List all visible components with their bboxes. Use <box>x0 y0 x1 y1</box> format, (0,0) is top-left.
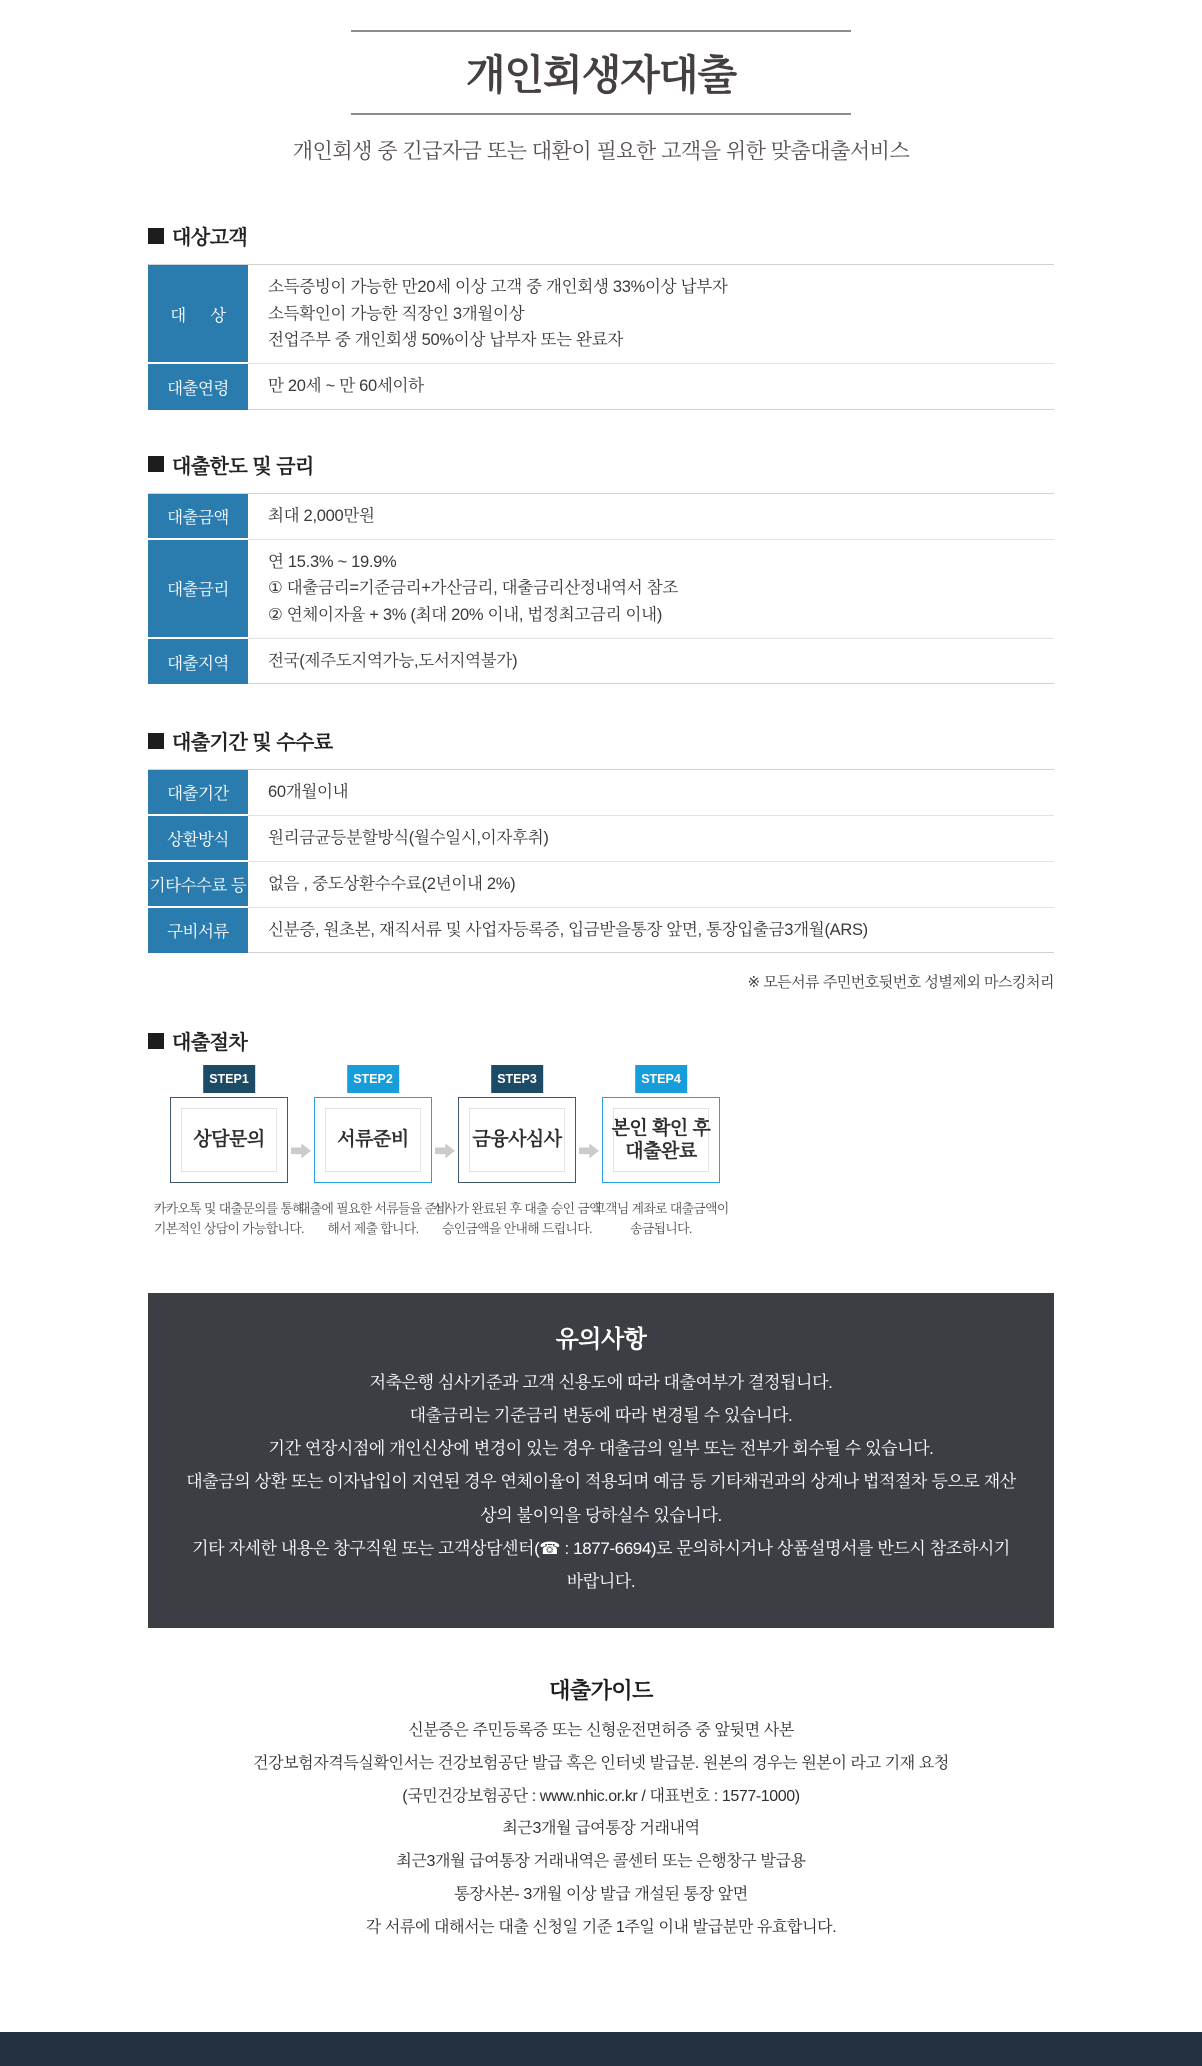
row-value <box>248 816 1054 862</box>
row-value <box>248 862 1054 908</box>
arrow-right-icon <box>579 1143 599 1158</box>
step-box <box>170 1097 288 1183</box>
step-box <box>314 1097 432 1183</box>
section-bullet-icon <box>148 228 164 244</box>
row-value-line: 만 20세 ~ 만 60세이하 <box>268 377 424 396</box>
page-header <box>0 0 1202 165</box>
step-title-line: 상담문의 <box>193 1129 265 1151</box>
step-card <box>433 1072 601 1239</box>
step-card <box>593 1072 729 1239</box>
row-label: 대 상 <box>148 265 248 364</box>
step-box <box>602 1097 720 1183</box>
loan-guide <box>148 1674 1054 1945</box>
row-value-line: 원리금균등분할방식(월수일시,이자후취) <box>268 829 549 848</box>
row-label: 대출연령 <box>148 364 248 410</box>
notice-box <box>148 1293 1054 1628</box>
main-content <box>148 221 1054 1945</box>
guide-lines <box>148 1715 1054 1945</box>
guide-line: 건강보험자격득실확인서는 건강보험공단 발급 혹은 인터넷 발급분. 원본의 경우는 원본이 라고 기재 요청 <box>253 1754 949 1772</box>
row-label: 대출금액 <box>148 494 248 540</box>
step-caption-line: 고객님 계좌로 대출금액이 <box>593 1201 729 1217</box>
row-label: 대출기간 <box>148 770 248 816</box>
step-caption-line: 심사가 완료된 후 대출 승인 금액 <box>433 1201 601 1217</box>
step-title <box>193 1128 264 1152</box>
notice-line: 대출금의 상환 또는 이자납입이 지연된 경우 연체이율이 적용되며 예금 등 기타채권과의 상계나 법적절차 등으로 재산상의 불이익을 당하실수 있습니다. <box>186 1472 1016 1525</box>
guide-line: 통장사본- 3개월 이상 발급 개설된 통장 앞면 <box>454 1885 748 1903</box>
step-caption-line: 카카오톡 및 대출문의를 통해 <box>153 1201 304 1217</box>
step-badge: STEP2 <box>347 1065 399 1093</box>
step-caption-line: 승인금액을 안내해 드립니다. <box>441 1221 592 1237</box>
section-heading-label: 대상고객 <box>172 227 248 249</box>
table-row <box>148 908 1054 954</box>
row-value <box>248 770 1054 816</box>
step-badge: STEP3 <box>491 1065 543 1093</box>
notice-title: 유의사항 <box>555 1326 647 1353</box>
section-heading-label: 대출한도 및 금리 <box>172 455 314 478</box>
row-value-line: ② 연체이자율 + 3% (최대 20% 이내, 법정최고금리 이내) <box>268 606 663 625</box>
step-title-line: 본인 확인 후 <box>611 1117 711 1139</box>
step-caption-line: 해서 제출 합니다. <box>327 1221 419 1237</box>
section-heading-procedure <box>148 1026 1054 1055</box>
row-label: 상환방식 <box>148 816 248 862</box>
arrow-right-icon <box>435 1143 455 1158</box>
step-title <box>612 1117 711 1165</box>
title-divider-box <box>351 30 851 115</box>
table-row <box>148 540 1054 639</box>
table-row <box>148 816 1054 862</box>
notice-line: 저축은행 심사기준과 고객 신용도에 따라 대출여부가 결정됩니다. <box>369 1373 833 1392</box>
row-value-line: ① 대출금리=기준금리+가산금리, 대출금리산정내역서 참조 <box>268 579 678 598</box>
step-caption-line: 송금됩니다. <box>630 1221 692 1237</box>
step-title <box>337 1128 408 1152</box>
guide-line: 신분증은 주민등록증 또는 신형운전면허증 중 앞뒷면 사본 <box>408 1721 794 1739</box>
period-fee-table <box>148 769 1054 953</box>
row-value <box>248 540 1054 639</box>
table-row <box>148 639 1054 685</box>
guide-line: 최근3개월 급여통장 거래내역은 콜센터 또는 은행창구 발급용 <box>396 1853 806 1871</box>
row-value-line: 소득확인이 가능한 직장인 3개월이상 <box>268 304 525 323</box>
section-heading-label: 대출절차 <box>172 1032 248 1055</box>
row-value-line: 60개월이내 <box>268 783 349 802</box>
guide-line: 각 서류에 대해서는 대출 신청일 기준 1주일 이내 발급분만 유효합니다. <box>365 1918 837 1936</box>
row-label: 기타수수료 등 <box>148 862 248 908</box>
step-caption-line: 기본적인 상담이 가능합니다. <box>153 1221 304 1237</box>
step-title <box>472 1128 561 1152</box>
row-value <box>248 265 1054 364</box>
section-bullet-icon <box>148 456 164 472</box>
arrow-right-icon <box>291 1143 311 1158</box>
row-value <box>248 908 1054 954</box>
table-row <box>148 265 1054 364</box>
table-row <box>148 494 1054 540</box>
step-caption-line: 대출에 필요한 서류들을 준비 <box>297 1201 448 1217</box>
guide-line: (국민건강보험공단 : www.nhic.or.kr / 대표번호 : 1577-1000) <box>402 1787 800 1805</box>
row-value-line: 연 15.3% ~ 19.9% <box>268 552 397 571</box>
row-value-line: 없음 , 중도상환수수료(2년이내 2%) <box>268 874 516 893</box>
section-heading-customers <box>148 221 1054 250</box>
footer-bar <box>0 2032 1202 2066</box>
step-badge: STEP1 <box>203 1065 255 1093</box>
section-bullet-icon <box>148 733 164 749</box>
section-heading-limit-rate <box>148 450 1054 479</box>
row-label: 대출금리 <box>148 540 248 639</box>
notice-line: 기간 연장시점에 개인신상에 변경이 있는 경우 대출금의 일부 또는 전부가 회수될 수 있습니다. <box>268 1439 934 1459</box>
step-card <box>297 1072 448 1239</box>
step-box <box>458 1097 576 1183</box>
masking-note: ※ 모든서류 주민번호뒷번호 성별제외 마스킹처리 <box>747 974 1054 992</box>
row-value-line: 전국(제주도지역가능,도서지역불가) <box>268 651 518 670</box>
section-bullet-icon <box>148 1033 164 1049</box>
customers-table <box>148 264 1054 410</box>
row-value <box>248 639 1054 685</box>
step-caption <box>566 1199 756 1239</box>
row-value-line: 신분증, 원초본, 재직서류 및 사업자등록증, 입금받을통장 앞면, 통장입출금3개월(ARS) <box>268 920 868 939</box>
row-value-line: 최대 2,000만원 <box>268 506 375 525</box>
row-label: 구비서류 <box>148 908 248 954</box>
step-title-line: 금융사심사 <box>472 1129 562 1151</box>
guide-line: 최근3개월 급여통장 거래내역 <box>502 1820 700 1838</box>
notice-line: 대출금리는 기준금리 변동에 따라 변경될 수 있습니다. <box>409 1406 793 1426</box>
step-badge: STEP4 <box>635 1065 687 1093</box>
row-value <box>248 494 1054 540</box>
notice-line: 기타 자세한 내용은 창구직원 또는 고객상담센터(☎ : 1877-6694)로 문의하시거나 상품설명서를 반드시 참조하시기 바랍니다. <box>192 1538 1010 1591</box>
step-title-line: 서류준비 <box>337 1129 409 1151</box>
page-subtitle: 개인회생 중 긴급자금 또는 대환이 필요한 고객을 위한 맞춤대출서비스 <box>292 140 910 163</box>
step-card <box>153 1072 304 1239</box>
table-row <box>148 770 1054 816</box>
table-row <box>148 364 1054 410</box>
procedure-steps <box>148 1072 1054 1239</box>
row-value-line: 소득증빙이 가능한 만20세 이상 고객 중 개인회생 33%이상 납부자 <box>268 278 728 296</box>
row-value-line: 전업주부 중 개인회생 50%이상 납부자 또는 완료자 <box>268 331 623 350</box>
table-row <box>148 862 1054 908</box>
step-title-line: 대출완료 <box>625 1141 697 1163</box>
row-label: 대출지역 <box>148 639 248 685</box>
guide-title: 대출가이드 <box>549 1677 653 1703</box>
row-value <box>248 364 1054 410</box>
page-title: 개인회생자대출 <box>465 52 737 98</box>
section-heading-period-fee <box>148 726 1054 755</box>
limit-rate-table <box>148 493 1054 685</box>
section-heading-label: 대출기간 및 수수료 <box>172 732 333 755</box>
